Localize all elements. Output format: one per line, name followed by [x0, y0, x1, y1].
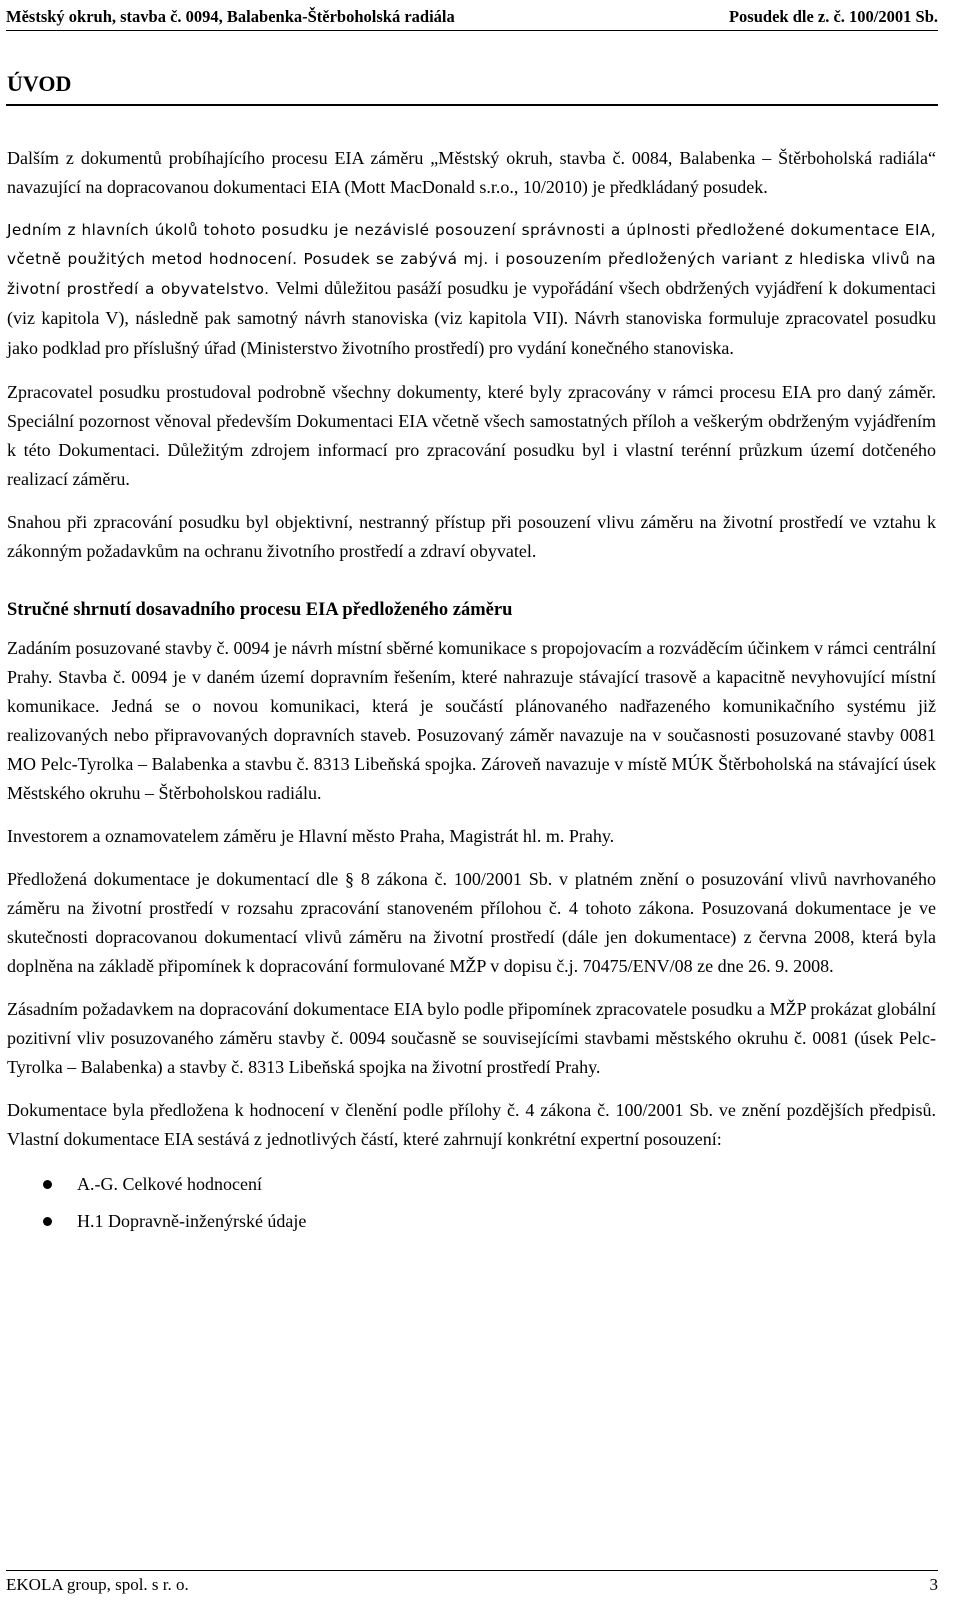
paragraph-structure: Dokumentace byla předložena k hodnocení v členění podle přílohy č. 4 zákona č. 100/2001 Sb. ve znění pozdějších předpisů. Vlastní dokumentace EIA sestává z jednotlivých částí, které zahrnují konkrétní expertní posouzení:	[7, 1100, 936, 1149]
section-title: ÚVOD	[7, 71, 72, 96]
expert-assessment-list	[7, 1166, 936, 1240]
list-item-text: A.-G. Celkové hodnocení	[77, 1174, 262, 1194]
document-body	[7, 144, 936, 1240]
paragraph-investor: Investorem a oznamovatelem záměru je Hlavní město Praha, Magistrát hl. m. Prahy.	[7, 826, 615, 846]
subheading-summary: Stručné shrnutí dosavadního procesu EIA předloženého záměru	[7, 600, 513, 620]
list-item-text: H.1 Dopravně-inženýrské údaje	[77, 1211, 307, 1231]
footer-divider	[6, 1570, 938, 1571]
paragraph-study: Zpracovatel posudku prostudoval podrobně všechny dokumenty, které byly zpracovány v rámci procesu EIA pro daný záměr. Speciální pozornost věnoval především Dokumentaci EIA včetně všech samostatných příloh a veškerým obdrženým vyjádřením k této Dokumentaci. Důležitým zdrojem informací pro zpracování posudku byl i vlastní terénní průzkum území dotčeného realizací záměru.	[7, 382, 936, 489]
page-number: 3	[929, 1575, 938, 1594]
paragraph-requirement: Zásadním požadavkem na dopracování dokumentace EIA bylo podle připomínek zpracovatele posudku a MŽP prokázat globální pozitivní vliv posuzovaného záměru stavby č. 0094 současně se souvisejícími stavbami městského okruhu č. 0081 (úsek Pelc-Tyrolka – Balabenka) a stavby č. 8313 Libeňská spojka na životní prostředí Prahy.	[7, 999, 936, 1077]
paragraph-objectivity: Snahou při zpracování posudku byl objektivní, nestranný přístup při posouzení vlivu záměru na životní prostředí ve vztahu k zákonným požadavkům na ochranu životního prostředí a zdraví obyvatel.	[7, 512, 936, 561]
paragraph-main-task-text: Jedním z hlavních úkolů tohoto posudku je nezávislé posouzení správnosti a úplnosti předložené dokumentace EIA, včetně použitých metod hodnocení. Posudek se zabývá mj. i posouzením předložených variant z hlediska vlivů na životní prostředí a obyvatelstvo.	[7, 221, 936, 298]
bullet-icon	[43, 1217, 52, 1226]
paragraph-main-task-continuation: Velmi důležitou pasáží posudku je vypořádání všech obdržených vyjádření k dokumentaci (viz kapitola V), následně pak samotný návrh stanoviska (viz kapitola VII). Návrh stanoviska formuluje zpracovatel posudku jako podklad pro příslušný úřad (Ministerstvo životního prostředí) pro vydání konečného stanoviska.	[7, 278, 936, 358]
header-legal-reference: Posudek dle z. č. 100/2001 Sb.	[728, 7, 938, 26]
header-document-title: Městský okruh, stavba č. 0094, Balabenka-Štěrboholská radiála	[6, 7, 455, 26]
section-title-divider	[6, 104, 938, 106]
bullet-icon	[43, 1180, 52, 1189]
footer-company: EKOLA group, spol. s r. o.	[6, 1575, 189, 1594]
paragraph-assignment: Zadáním posuzované stavby č. 0094 je návrh místní sběrné komunikace s propojovacím a rozváděcím účinkem v rámci centrální Prahy. Stavba č. 0094 je v daném území dopravním řešením, které nahrazuje stávající trasově a kapacitně nevyhovující místní komunikace. Jedná se o novou komunikaci, která je součástí plánovaného nadřazeného komunikačního systému již realizovaných nebo připravovaných dopravních staveb. Posuzovaný záměr navazuje na v současnosti posuzované stavby 0081 MO Pelc-Tyrolka – Balabenka a stavbu č. 8313 Libeňská spojka. Zároveň navazuje v místě MÚK Štěrboholská na stávající úsek Městského okruhu – Štěrboholskou radiálu.	[7, 638, 936, 803]
paragraph-documentation: Předložená dokumentace je dokumentací dle § 8 zákona č. 100/2001 Sb. v platném znění o posuzování vlivů navrhovaného záměru na životní prostředí v rozsahu zpracování stanoveném přílohou č. 4 tohoto zákona. Posuzovaná dokumentace je ve skutečnosti dopracovanou dokumentací vlivů záměru na životní prostředí (dále jen dokumentace) z června 2008, která byla doplněna na základě připomínek k dopracování formulované MŽP v dopisu č.j. 70475/ENV/08 ze dne 26. 9. 2008.	[7, 869, 936, 976]
list-item	[7, 1203, 936, 1240]
list-item	[7, 1166, 936, 1203]
header-divider	[6, 30, 938, 31]
paragraph-intro: Dalším z dokumentů probíhajícího procesu EIA záměru „Městský okruh, stavba č. 0084, Balabenka – Štěrboholská radiála“ navazující na dopracovanou dokumentaci EIA (Mott MacDonald s.r.o., 10/2010) je předkládaný posudek.	[7, 148, 936, 197]
paragraph-main-task	[7, 216, 936, 364]
